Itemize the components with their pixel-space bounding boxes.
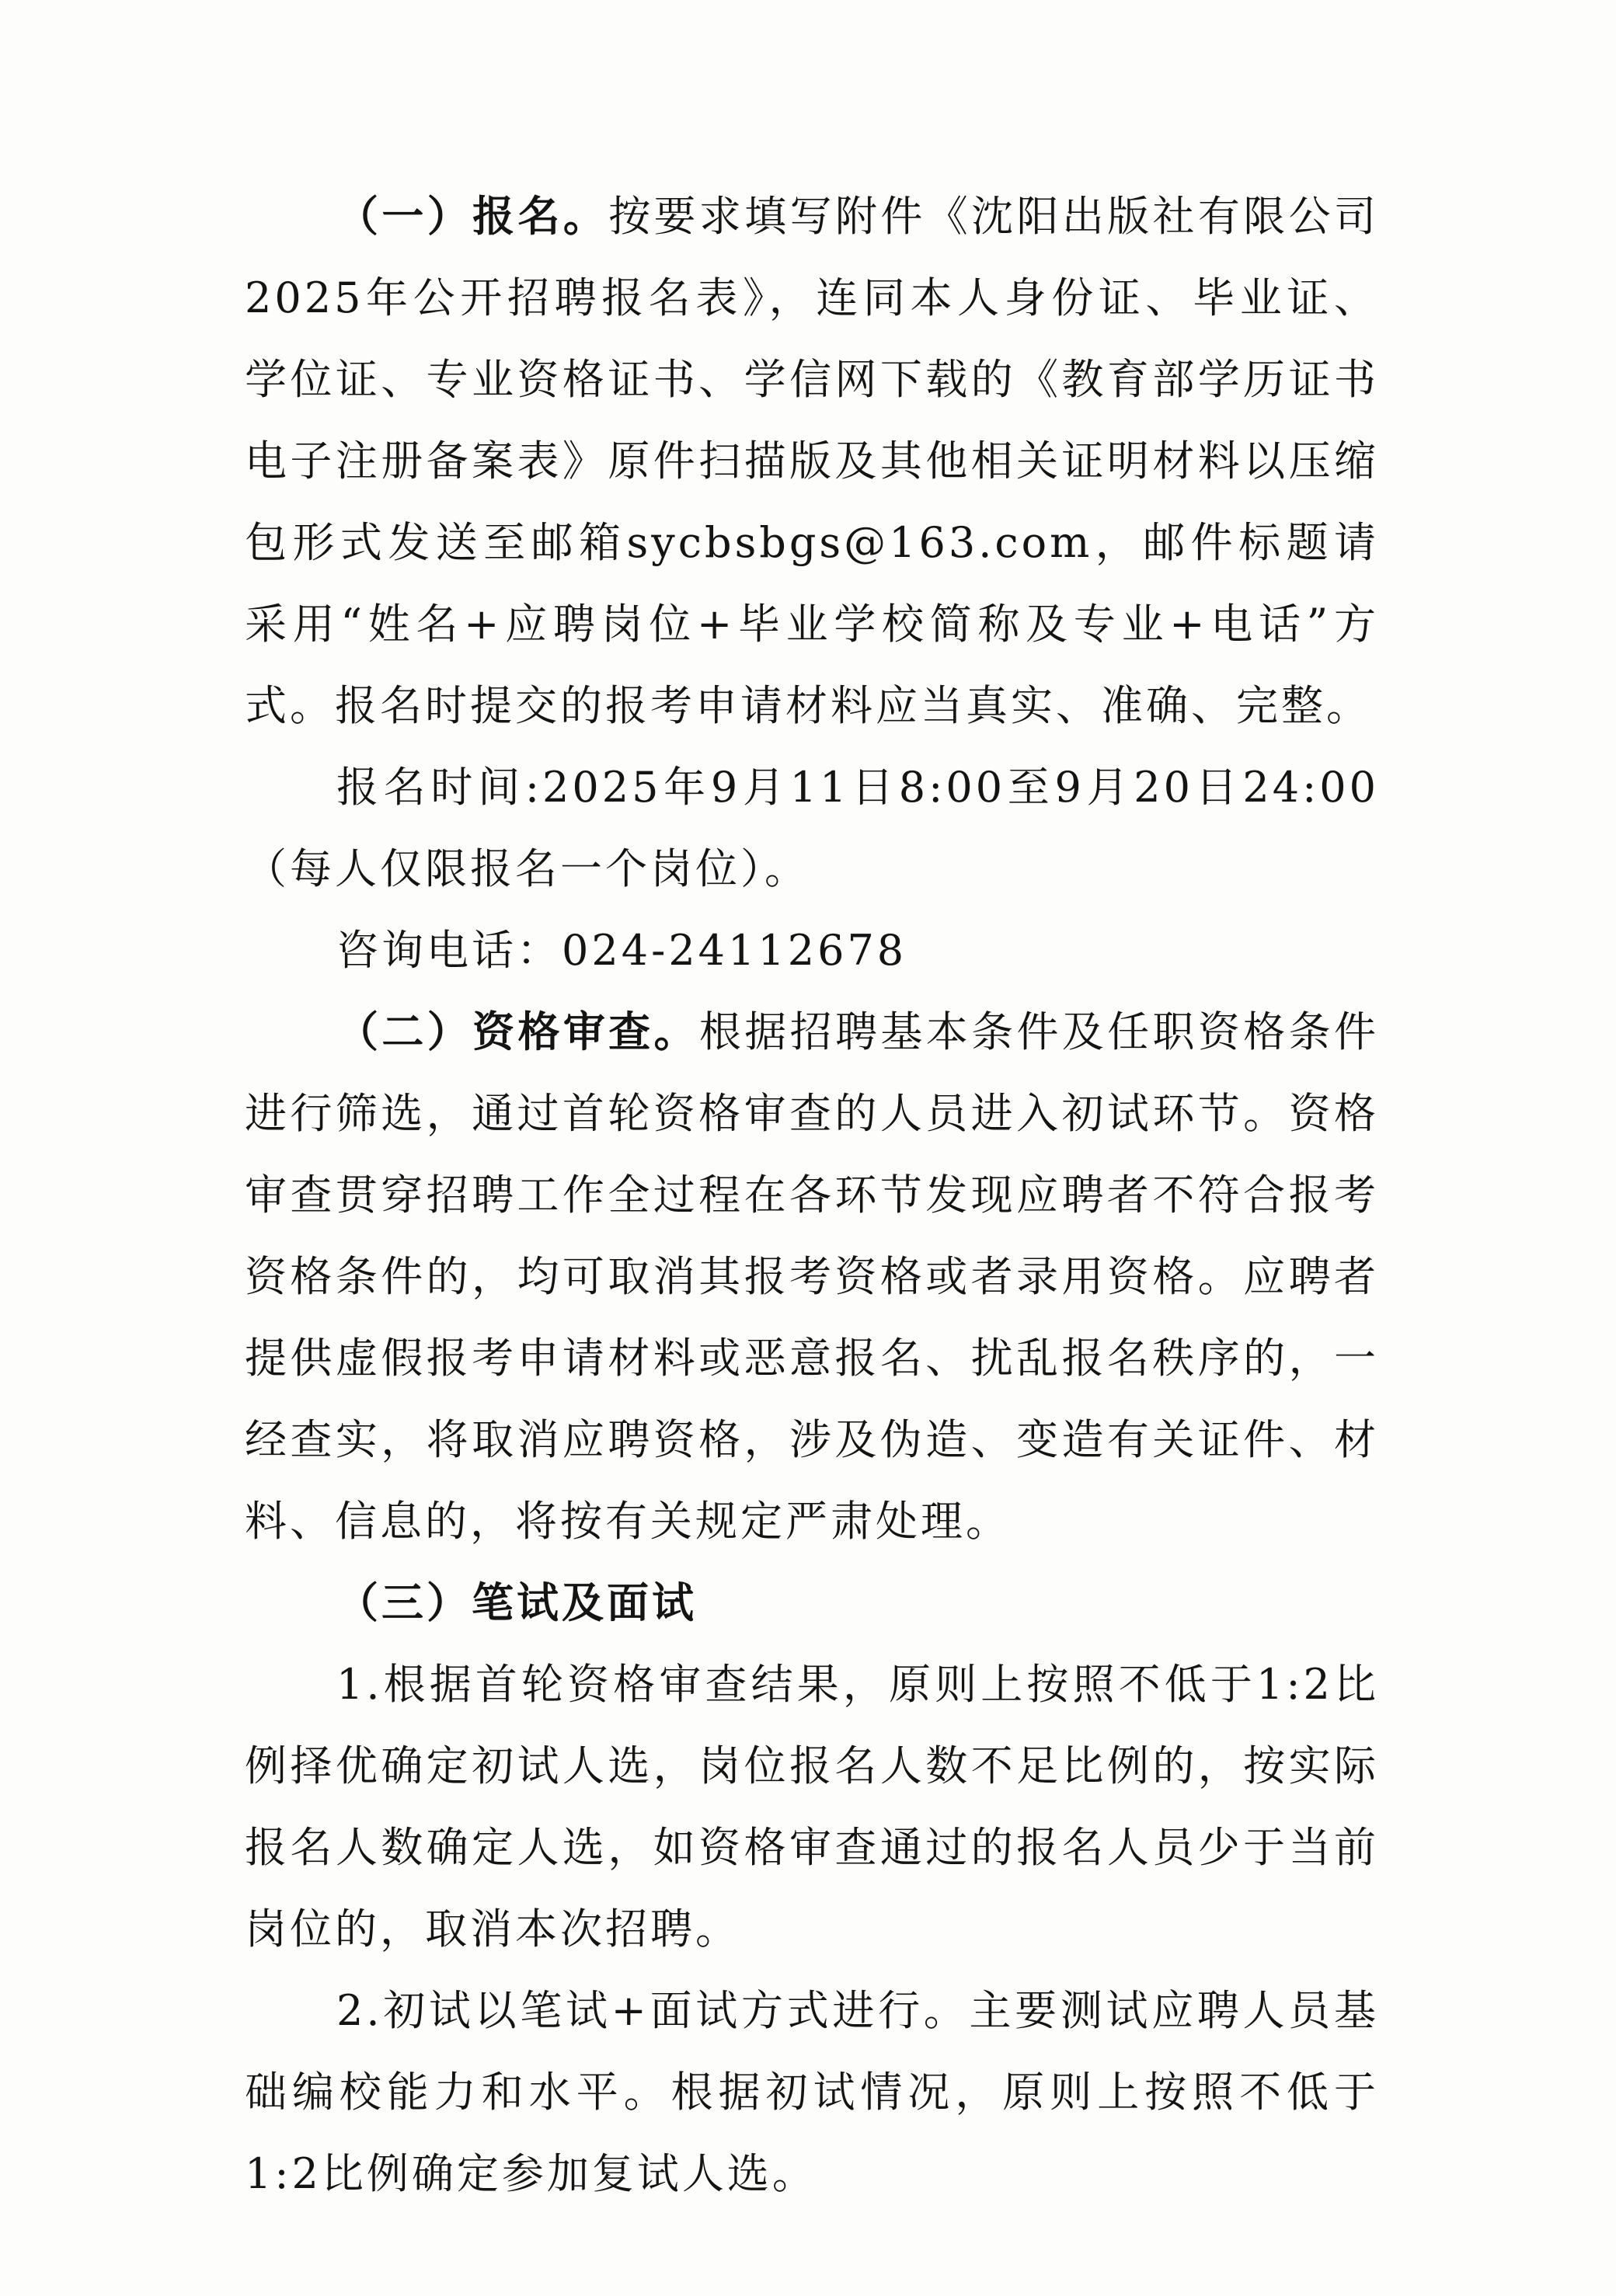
section-2-paragraph	[245, 991, 1379, 1562]
section-2-heading: （二）资格审查。	[336, 1007, 699, 1056]
section-2-body: 根据招聘基本条件及任职资格条件进行筛选，通过首轮资格审查的人员进入初试环节。资格审查贯穿招聘工作全过程在各环节发现应聘者不符合报考资格条件的，均可取消其报考资格或者录用资格。应聘者提供虚假报考申请材料或恶意报名、扰乱报名秩序的，一经查实，将取消应聘资格，涉及伪造、变造有关证件、材料、信息的，将按有关规定严肃处理。	[245, 1007, 1380, 1546]
consult-phone: 咨询电话：024-24112678	[336, 926, 907, 975]
section-1-heading: （一）报名。	[336, 192, 609, 241]
section-3-heading: （三）笔试及面试	[336, 1578, 697, 1627]
section-1-paragraph	[245, 176, 1379, 746]
section-3-item-1: 1.根据首轮资格审查结果，原则上按照不低于1:2比例择优确定初试人选，岗位报名人数不足比例的，按实际报名人数确定人选，如资格审查通过的报名人员少于当前岗位的，取消本次招聘。	[245, 1660, 1379, 1953]
section-1-body: 按要求填写附件《沈阳出版社有限公司2025年公开招聘报名表》，连同本人身份证、毕业证、学位证、专业资格证书、学信网下载的《教育部学历证书电子注册备案表》原件扫描版及其他相关证明材料以压缩包形式发送至邮箱sycbsbgs@163.com，邮件标题请采用“姓名+应聘岗位+毕业学校简称及专业+电话”方式。报名时提交的报考申请材料应当真实、准确、完整。	[245, 192, 1380, 730]
section-3-item-2: 2.初试以笔试+面试方式进行。主要测试应聘人员基础编校能力和水平。根据初试情况，原则上按照不低于1:2比例确定参加复试人选。	[245, 1986, 1379, 2198]
registration-time: 报名时间:2025年9月11日8:00至9月20日24:00（每人仅限报名一个岗位）。	[245, 763, 1379, 893]
section-3-heading-paragraph	[245, 1562, 1379, 1644]
document-body	[245, 176, 1379, 2214]
